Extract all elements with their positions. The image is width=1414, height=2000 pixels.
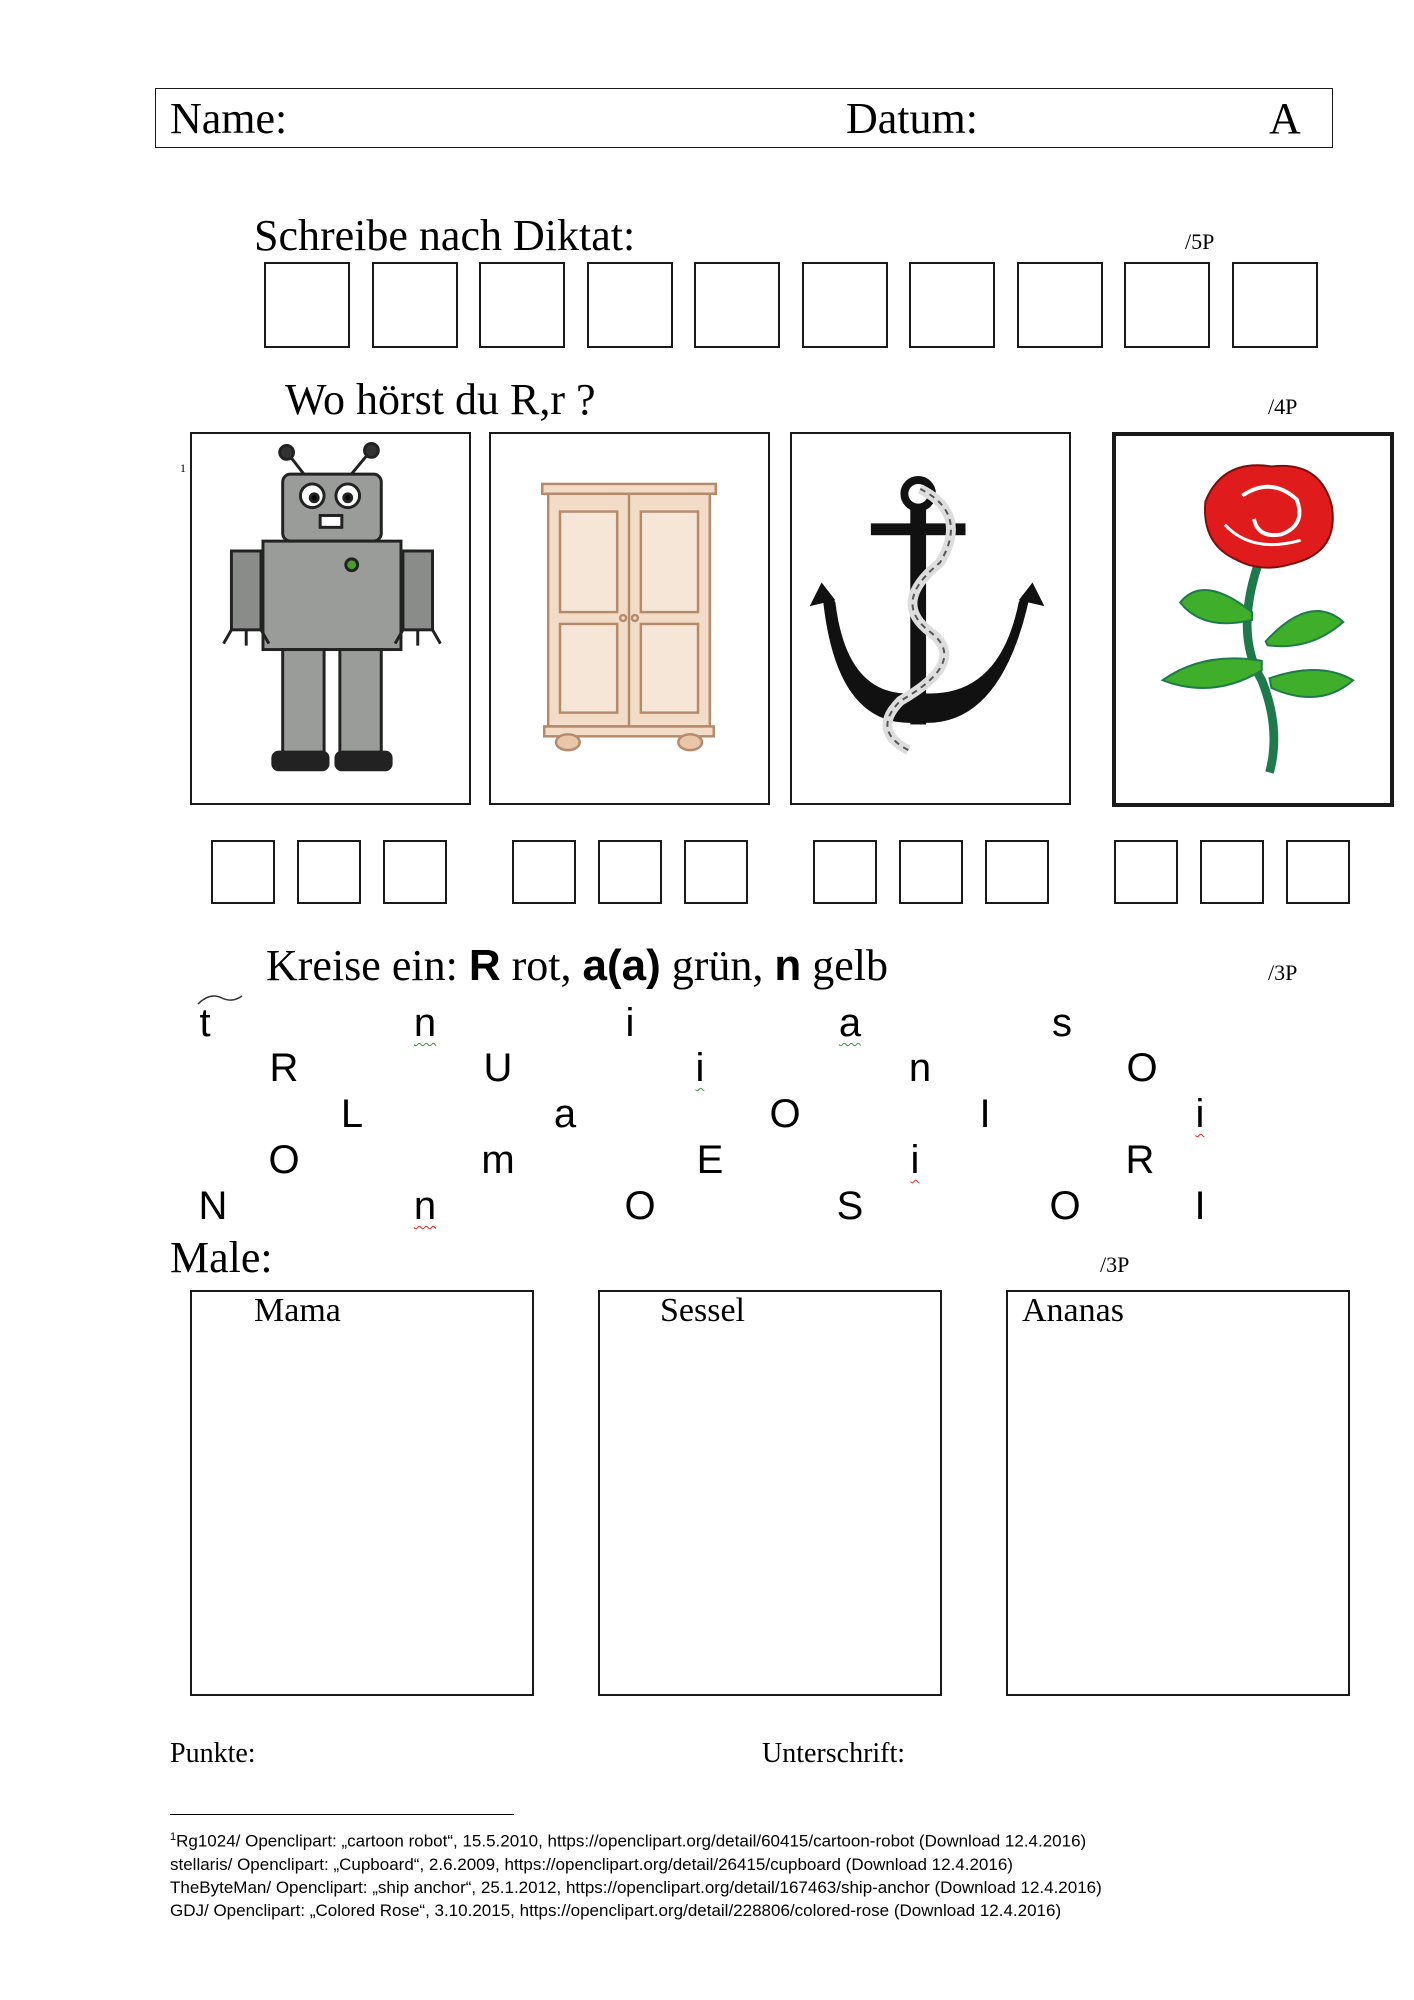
hear-r-points: /4P: [1268, 394, 1298, 419]
dictation-letter-box[interactable]: [587, 262, 673, 348]
header-box: [155, 88, 1333, 148]
grid-letter[interactable]: E: [696, 1138, 724, 1182]
circle-title: [266, 940, 888, 991]
dictation-title: Schreibe nach Diktat:: [254, 211, 636, 260]
grid-letter[interactable]: O: [624, 1184, 656, 1228]
letter-r-color: rot,: [500, 941, 583, 990]
footnote-line: TheByteMan/ Openclipart: „ship anchor“, 25.1.2012, https://openclipart.org/detail/167463/ship-anchor (Download 12.4.2016): [170, 1877, 1102, 1897]
grid-letter[interactable]: n: [413, 1184, 437, 1228]
letter-r-bold: R: [468, 941, 501, 990]
draw-box-mama[interactable]: [190, 1290, 534, 1696]
letter-n-bold: n: [774, 941, 802, 990]
letter-a-color: grün,: [660, 941, 775, 990]
grid-letter[interactable]: R: [269, 1046, 299, 1090]
footnote-text: Rg1024/ Openclipart: „cartoon robot“, 15.5.2010, https://openclipart.org/detail/60415/cartoon-robot (Download 12.4.2016): [176, 1831, 1087, 1851]
rose-icon: [1116, 436, 1390, 803]
signature-label: Unterschrift:: [762, 1738, 906, 1769]
syllable-box[interactable]: [211, 840, 275, 904]
syllable-box[interactable]: [297, 840, 361, 904]
date-label: Datum:: [846, 94, 978, 143]
version-label: A: [1269, 94, 1301, 143]
grid-letter[interactable]: I: [979, 1092, 991, 1136]
draw-title: Male:: [170, 1233, 273, 1282]
syllable-box[interactable]: [512, 840, 576, 904]
points-label: Punkte:: [170, 1738, 256, 1769]
syllable-box[interactable]: [813, 840, 877, 904]
grid-letter[interactable]: n: [413, 1001, 437, 1045]
syllable-box[interactable]: [1200, 840, 1264, 904]
grid-letter[interactable]: U: [483, 1046, 513, 1090]
grid-letter[interactable]: a: [838, 1001, 862, 1045]
dictation-letter-box[interactable]: [479, 262, 565, 348]
footnotes: [170, 1826, 1102, 1922]
dictation-letter-box[interactable]: [1232, 262, 1318, 348]
syllable-box[interactable]: [899, 840, 963, 904]
draw-box-label: Mama: [254, 1292, 341, 1329]
dictation-points: /5P: [1185, 229, 1215, 254]
cupboard-icon: [491, 434, 768, 803]
circle-title-prefix: Kreise ein:: [266, 941, 469, 990]
grid-letter[interactable]: n: [908, 1046, 932, 1090]
syllable-box[interactable]: [684, 840, 748, 904]
grid-letter[interactable]: s: [1052, 1001, 1072, 1045]
grid-letter[interactable]: I: [1194, 1184, 1206, 1228]
draw-box-ananas[interactable]: [1006, 1290, 1350, 1696]
grid-letter[interactable]: O: [1126, 1046, 1158, 1090]
footnote-separator: [170, 1814, 514, 1815]
letter-a-bold: a(a): [582, 941, 661, 990]
grid-letter[interactable]: O: [268, 1138, 300, 1182]
picture-anchor: [790, 432, 1071, 805]
syllable-box[interactable]: [598, 840, 662, 904]
dictation-letter-box[interactable]: [909, 262, 995, 348]
robot-icon: [192, 434, 469, 803]
grid-letter[interactable]: N: [198, 1184, 228, 1228]
grid-letter[interactable]: L: [340, 1092, 364, 1136]
footnote-line: [170, 1826, 1102, 1853]
syllable-box[interactable]: [985, 840, 1049, 904]
syllable-box[interactable]: [1286, 840, 1350, 904]
dictation-letter-box[interactable]: [802, 262, 888, 348]
circle-points: /3P: [1268, 960, 1298, 985]
picture-robot: [190, 432, 471, 805]
hear-r-title: Wo hörst du R,r ?: [285, 375, 596, 424]
grid-letter[interactable]: i: [1195, 1092, 1205, 1136]
draw-box-label: Ananas: [1022, 1292, 1124, 1329]
draw-box-label: Sessel: [660, 1292, 745, 1329]
dictation-letter-box[interactable]: [1017, 262, 1103, 348]
name-label: Name:: [170, 94, 288, 143]
grid-letter[interactable]: i: [625, 1001, 635, 1045]
grid-letter[interactable]: a: [553, 1092, 577, 1136]
anchor-icon: [792, 434, 1069, 803]
dictation-letter-box[interactable]: [694, 262, 780, 348]
grid-letter[interactable]: i: [695, 1046, 705, 1090]
footnote-line: stellaris/ Openclipart: „Cupboard“, 2.6.2009, https://openclipart.org/detail/26415/cupboard (Download 12.4.2016): [170, 1854, 1013, 1874]
grid-letter[interactable]: O: [1049, 1184, 1081, 1228]
picture-rose: [1112, 432, 1394, 807]
draw-box-sessel[interactable]: [598, 1290, 942, 1696]
grid-letter[interactable]: t: [199, 1001, 211, 1045]
draw-points: /3P: [1100, 1252, 1130, 1277]
syllable-box[interactable]: [383, 840, 447, 904]
dictation-letter-box[interactable]: [1124, 262, 1210, 348]
letter-n-color: gelb: [801, 941, 889, 990]
syllable-box[interactable]: [1114, 840, 1178, 904]
footnote-marker: 1: [180, 461, 186, 475]
dictation-letter-box[interactable]: [372, 262, 458, 348]
picture-cupboard: [489, 432, 770, 805]
grid-letter[interactable]: S: [836, 1184, 864, 1228]
footnote-sup: 1: [170, 1831, 177, 1843]
grid-letter[interactable]: i: [910, 1138, 920, 1182]
grid-letter[interactable]: O: [769, 1092, 801, 1136]
grid-letter[interactable]: R: [1125, 1138, 1155, 1182]
dictation-letter-box[interactable]: [264, 262, 350, 348]
grid-letter[interactable]: m: [481, 1138, 515, 1182]
footnote-line: GDJ/ Openclipart: „Colored Rose“, 3.10.2015, https://openclipart.org/detail/228806/colored-rose (Download 12.4.2016): [170, 1900, 1062, 1920]
